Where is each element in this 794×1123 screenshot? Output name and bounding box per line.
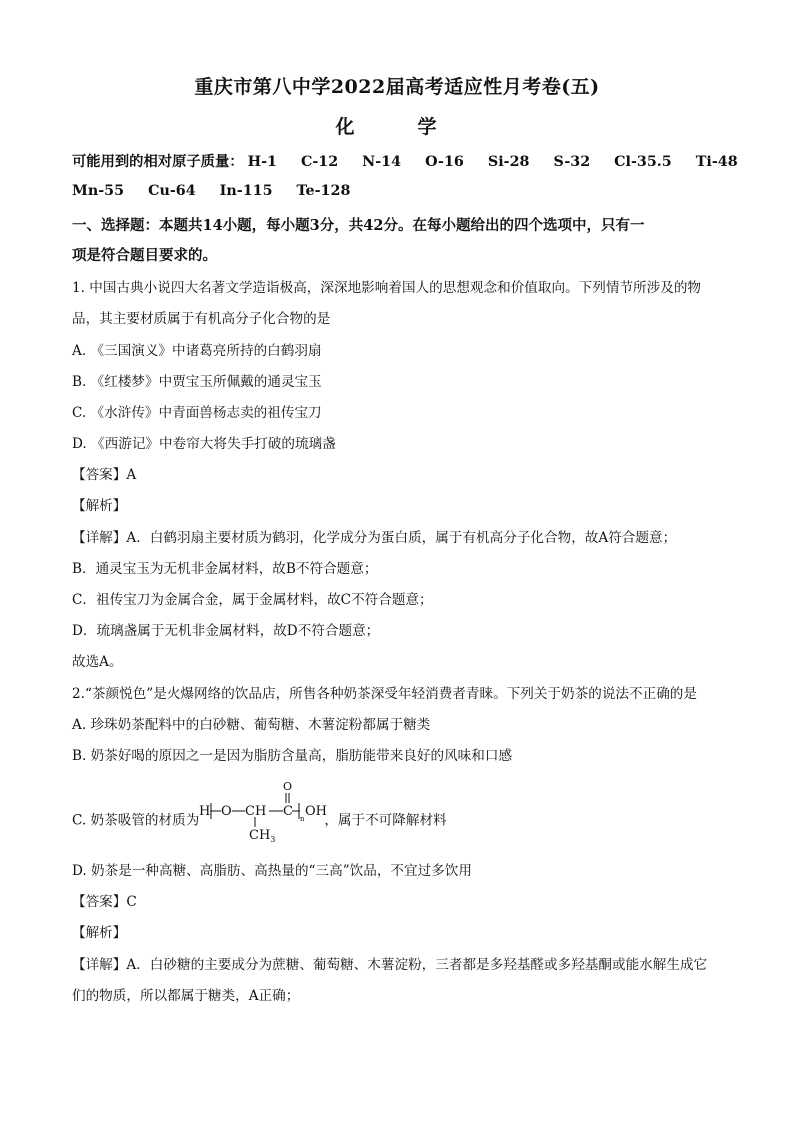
formula-carbonyl-o: O bbox=[283, 780, 293, 793]
q2-option-c-prefix: C. 奶茶吸管的材质为 bbox=[72, 812, 200, 829]
atomic-mass-item: Mn-55 bbox=[72, 183, 125, 199]
section-heading-line-1: 一、选择题：本题共14小题，每小题3分，共42分。在每小题给出的四个选项中，只有一 bbox=[72, 217, 645, 234]
q2-detail-line-2: 们的物质，所以都属于糖类，A正确； bbox=[72, 988, 300, 1004]
atomic-mass-item: Cl-35.5 bbox=[614, 154, 672, 170]
q2-stem: 2.“茶颜悦色”是火爆网络的饮品店，所售各种奶茶深受年轻消费者青睐。下列关于奶茶的说法不正确的是 bbox=[72, 686, 697, 702]
q1-option-a: A. 《三国演义》中诸葛亮所持的白鹤羽扇 bbox=[72, 343, 322, 359]
q1-detail-line-3: C．祖传宝刀为金属合金，属于金属材料，故C不符合题意； bbox=[72, 592, 433, 608]
atomic-mass-row-2 bbox=[72, 183, 374, 199]
atomic-mass-item: N-14 bbox=[362, 154, 402, 170]
q1-option-b: B. 《红楼梦》中贾宝玉所佩戴的通灵宝玉 bbox=[72, 374, 322, 390]
atomic-mass-item: Ti-48 bbox=[695, 154, 738, 170]
page-title: 重庆市第八中学2022届高考适应性月考卷(五) bbox=[194, 76, 600, 98]
q2-option-a: A. 珍珠奶茶配料中的白砂糖、葡萄糖、木薯淀粉都属于糖类 bbox=[72, 717, 431, 733]
polylactic-acid-formula bbox=[199, 780, 328, 844]
q1-answer: 【答案】A bbox=[72, 467, 137, 483]
atomic-mass-item: In-115 bbox=[219, 183, 273, 199]
q2-option-c-suffix: ，属于不可降解材料 bbox=[324, 812, 447, 829]
q2-option-d: D. 奶茶是一种高糖、高脂肪、高热量的“三高”饮品，不宜过多饮用 bbox=[72, 863, 472, 879]
formula-h-left: H bbox=[199, 804, 211, 819]
q2-detail-line-1: 【详解】A．白砂糖的主要成分为蔗糖、葡萄糖、木薯淀粉，三者都是多羟基醛或多羟基酮或能水解生成它 bbox=[72, 957, 708, 973]
formula-n-subscript: n bbox=[300, 815, 305, 823]
atomic-mass-item: S-32 bbox=[553, 154, 591, 170]
q1-option-c: C. 《水浒传》中青面兽杨志卖的祖传宝刀 bbox=[72, 405, 322, 421]
formula-methyl: $CH_3$ bbox=[249, 828, 276, 844]
subject-title: 化 学 bbox=[335, 116, 459, 138]
q2-option-c bbox=[72, 780, 447, 844]
structural-formula-graphic bbox=[199, 779, 328, 844]
q1-stem-line-2: 品，其主要材质属于有机高分子化合物的是 bbox=[72, 311, 331, 327]
atomic-mass-row-1 bbox=[72, 151, 738, 171]
q2-answer: 【答案】C bbox=[72, 894, 137, 910]
q1-analysis-heading: 【解析】 bbox=[72, 498, 127, 514]
atomic-mass-item: Si-28 bbox=[487, 154, 530, 170]
atomic-mass-item: O-16 bbox=[425, 154, 464, 170]
formula-carbonyl-c: C bbox=[283, 804, 294, 819]
formula-ch: CH bbox=[245, 804, 267, 819]
atomic-mass-label: 可能用到的相对原子质量： bbox=[72, 154, 244, 170]
q2-analysis-heading: 【解析】 bbox=[72, 925, 127, 941]
formula-o-link: O bbox=[221, 804, 232, 819]
formula-oh: OH bbox=[305, 804, 328, 819]
q1-stem-line-1: 1. 中国古典小说四大名著文学造诣极高，深深地影响着国人的思想观念和价值取向。下列情节所涉及的物 bbox=[72, 280, 702, 296]
q1-detail-line-4: D．琉璃盏属于无机非金属材料，故D不符合题意； bbox=[72, 623, 380, 639]
atomic-mass-item: Cu-64 bbox=[148, 183, 196, 199]
section-heading-line-2: 项是符合题目要求的。 bbox=[72, 247, 217, 264]
atomic-mass-item: C-12 bbox=[300, 154, 339, 170]
q1-option-d: D. 《西游记》中卷帘大将失手打破的琉璃盏 bbox=[72, 436, 336, 452]
q1-detail-line-2: B．通灵宝玉为无机非金属材料，故B不符合题意； bbox=[72, 561, 378, 577]
q2-option-b: B. 奶茶好喝的原因之一是因为脂肪含量高，脂肪能带来良好的风味和口感 bbox=[72, 748, 513, 764]
q1-detail-line-1: 【详解】A．白鹤羽扇主要材质为鹤羽，化学成分为蛋白质，属于有机高分子化合物，故A符合题意； bbox=[72, 530, 677, 546]
q1-conclusion: 故选A。 bbox=[72, 654, 123, 670]
atomic-mass-item: H-1 bbox=[247, 154, 277, 170]
atomic-mass-item: Te-128 bbox=[296, 183, 351, 199]
